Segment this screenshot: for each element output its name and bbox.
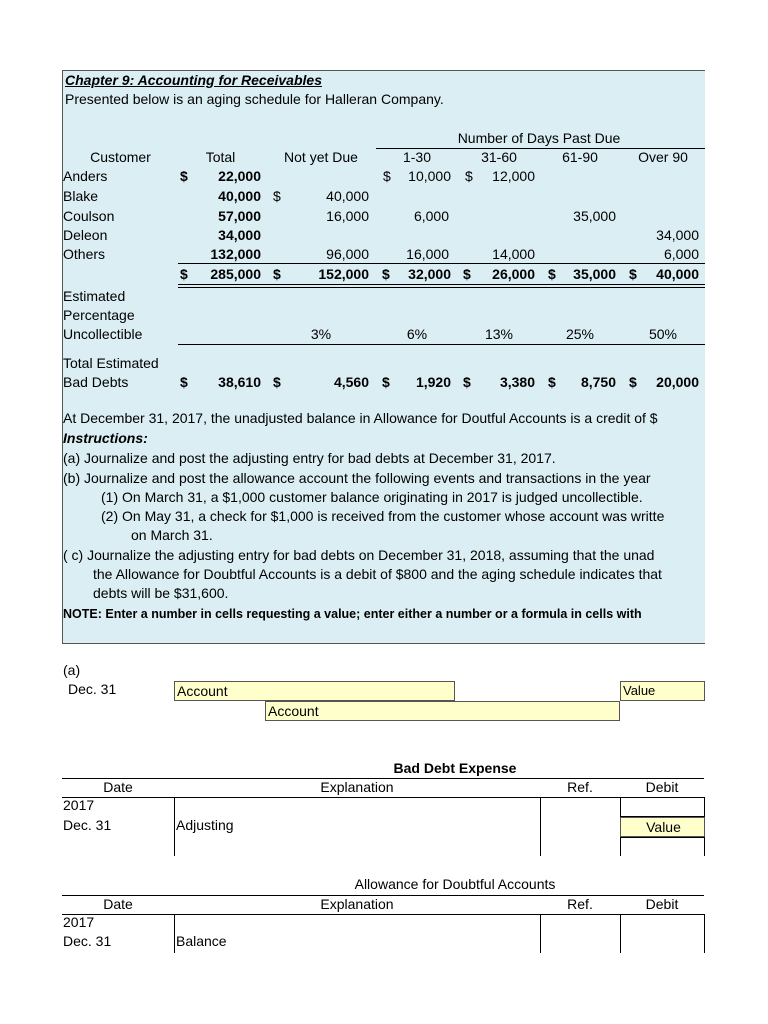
instruction-b: (b) Journalize and post the allowance account the following events and transactions in the year — [63, 470, 651, 486]
part-a-label: (a) — [63, 662, 81, 678]
bad-debts-total: 38,610 — [218, 374, 261, 390]
instruction-c-cont1: the Allowance for Doubtful Accounts is a debit of $800 and the aging schedule indicates that — [93, 566, 662, 582]
currency-sign: $ — [180, 374, 188, 390]
pct-31-60: 13% — [484, 326, 514, 342]
row-61-90: 35,000 — [573, 208, 616, 224]
bad-debts-61-90: 8,750 — [580, 374, 616, 390]
currency-sign: $ — [180, 266, 188, 282]
bad-debts-label-1: Total Estimated — [63, 355, 159, 371]
row-total: 132,000 — [210, 246, 261, 262]
row-1-30: 10,000 — [408, 168, 451, 184]
totals-31-60: 26,000 — [492, 266, 535, 282]
ledger2-header-debit: Debit — [645, 896, 679, 912]
totals-not-yet-due: 152,000 — [318, 266, 369, 282]
currency-sign: $ — [629, 374, 637, 390]
pct-not-yet-due: 3% — [310, 326, 332, 342]
col-header-total: Total — [205, 149, 236, 165]
ledger2-header-date: Date — [103, 896, 133, 912]
col-header-31-60: 31-60 — [481, 149, 517, 165]
bad-debts-1-30: 1,920 — [415, 374, 451, 390]
col-header-1-30: 1-30 — [402, 149, 432, 165]
ledger2-title: Allowance for Doubtful Accounts — [354, 876, 556, 892]
currency-sign: $ — [463, 374, 471, 390]
col-header-customer: Customer — [90, 149, 151, 165]
ledger2-divider — [540, 914, 541, 953]
ledger1-explanation: Adjusting — [176, 817, 234, 833]
col-header-not-yet-due: Not yet Due — [284, 149, 358, 165]
row-customer: Coulson — [63, 208, 115, 224]
ledger1-divider — [540, 797, 541, 856]
pct-61-90: 25% — [565, 326, 595, 342]
row-total: 57,000 — [218, 208, 261, 224]
debit-account-select[interactable]: Account — [174, 681, 455, 701]
bad-debts-not-yet-due: 4,560 — [333, 374, 369, 390]
instruction-b2: (2) On May 31, a check for $1,000 is received from the customer whose account was writte — [101, 508, 665, 524]
ledger1-header-date: Date — [103, 779, 133, 795]
col-header-61-90: 61-90 — [562, 149, 598, 165]
instruction-a: (a) Journalize and post the adjusting entry for bad debts at December 31, 2017. — [63, 450, 556, 466]
ledger1-header-ref: Ref. — [567, 779, 593, 795]
estimated-label-2: Percentage — [63, 307, 135, 323]
row-over-90: 34,000 — [656, 227, 699, 243]
currency-sign: $ — [273, 266, 281, 282]
row-total: 22,000 — [218, 168, 261, 184]
ledger2-header-explanation: Explanation — [320, 896, 394, 912]
ledger1-divider — [174, 797, 175, 856]
debit-value-input[interactable]: Value — [620, 681, 705, 701]
row-1-30: 6,000 — [413, 208, 449, 224]
instructions-label: Instructions: — [63, 430, 148, 446]
bad-debts-label-2: Bad Debts — [63, 374, 129, 390]
ledger1-value-input[interactable]: Value — [620, 817, 705, 837]
bad-debts-31-60: 3,380 — [499, 374, 535, 390]
ledger1-date: Dec. 31 — [63, 817, 112, 833]
ledger1-debit-cell[interactable] — [620, 837, 705, 856]
instruction-c-cont2: debts will be $31,600. — [93, 585, 229, 601]
currency-sign: $ — [382, 374, 390, 390]
ledger1-debit-cell[interactable] — [620, 797, 705, 817]
row-total: 34,000 — [218, 227, 261, 243]
row-customer: Deleon — [63, 227, 108, 243]
ledger2-year: 2017 — [63, 914, 95, 930]
days-past-due-header: Number of Days Past Due — [457, 130, 621, 146]
ledger2-header-rule — [62, 914, 704, 915]
currency-sign: $ — [382, 266, 390, 282]
part-a-date: Dec. 31 — [68, 681, 117, 697]
ledger2-divider — [704, 914, 705, 953]
ledger2-divider — [620, 914, 621, 953]
totals-total: 285,000 — [210, 266, 261, 282]
row-customer: Blake — [63, 188, 99, 204]
ledger1-title: Bad Debt Expense — [393, 760, 517, 776]
chapter-title: Chapter 9: Accounting for Receivables — [65, 72, 322, 88]
totals-61-90: 35,000 — [573, 266, 616, 282]
intro-text: Presented below is an aging schedule for Halleran Company. — [65, 91, 444, 107]
ledger2-divider — [174, 914, 175, 953]
currency-sign: $ — [180, 168, 188, 184]
currency-sign: $ — [548, 374, 556, 390]
ledger2-explanation: Balance — [176, 933, 227, 949]
row-not-yet-due: 96,000 — [326, 246, 369, 262]
currency-sign: $ — [465, 168, 473, 184]
totals-double-rule — [178, 284, 705, 288]
note-text: NOTE: Enter a number in cells requesting a value; enter either a number or a formula in cells with — [63, 607, 642, 621]
col-header-over-90: Over 90 — [638, 149, 688, 165]
totals-top-rule — [178, 263, 705, 264]
currency-sign: $ — [548, 266, 556, 282]
estimated-label-1: Estimated — [63, 288, 126, 304]
row-31-60: 14,000 — [492, 246, 535, 262]
instruction-b2-cont: on March 31. — [131, 527, 213, 543]
currency-sign: $ — [463, 266, 471, 282]
row-customer: Anders — [63, 168, 108, 184]
pct-1-30: 6% — [406, 326, 428, 342]
instruction-b1: (1) On March 31, a $1,000 customer balance originating in 2017 is judged uncollectible. — [101, 489, 643, 505]
row-over-90: 6,000 — [663, 246, 699, 262]
row-1-30: 16,000 — [406, 246, 449, 262]
row-not-yet-due: 40,000 — [326, 188, 369, 204]
row-customer: Others — [63, 246, 106, 262]
ledger1-year: 2017 — [63, 797, 95, 813]
totals-over-90: 40,000 — [656, 266, 699, 282]
problem-statement: At December 31, 2017, the unadjusted balance in Allowance for Doutful Accounts is a credit of $ — [63, 410, 658, 426]
row-total: 40,000 — [218, 188, 261, 204]
estimated-label-3: Uncollectible — [63, 326, 143, 342]
currency-sign: $ — [383, 168, 391, 184]
row-not-yet-due: 16,000 — [326, 208, 369, 224]
instruction-c: ( c) Journalize the adjusting entry for bad debts on December 31, 2018, assuming that the unad — [63, 547, 655, 563]
credit-account-select[interactable]: Account — [265, 701, 620, 721]
currency-sign: $ — [273, 188, 281, 204]
totals-1-30: 32,000 — [408, 266, 451, 282]
currency-sign: $ — [629, 266, 637, 282]
currency-sign: $ — [273, 374, 281, 390]
ledger1-header-debit: Debit — [645, 779, 679, 795]
pct-bottom-rule — [178, 344, 705, 345]
ledger2-date: Dec. 31 — [63, 933, 112, 949]
ledger2-header-ref: Ref. — [567, 896, 593, 912]
bad-debts-over-90: 20,000 — [656, 374, 699, 390]
row-31-60: 12,000 — [492, 168, 535, 184]
ledger1-header-rule — [62, 797, 704, 798]
problem-panel — [62, 70, 705, 644]
pct-over-90: 50% — [648, 326, 678, 342]
ledger1-header-explanation: Explanation — [320, 779, 394, 795]
